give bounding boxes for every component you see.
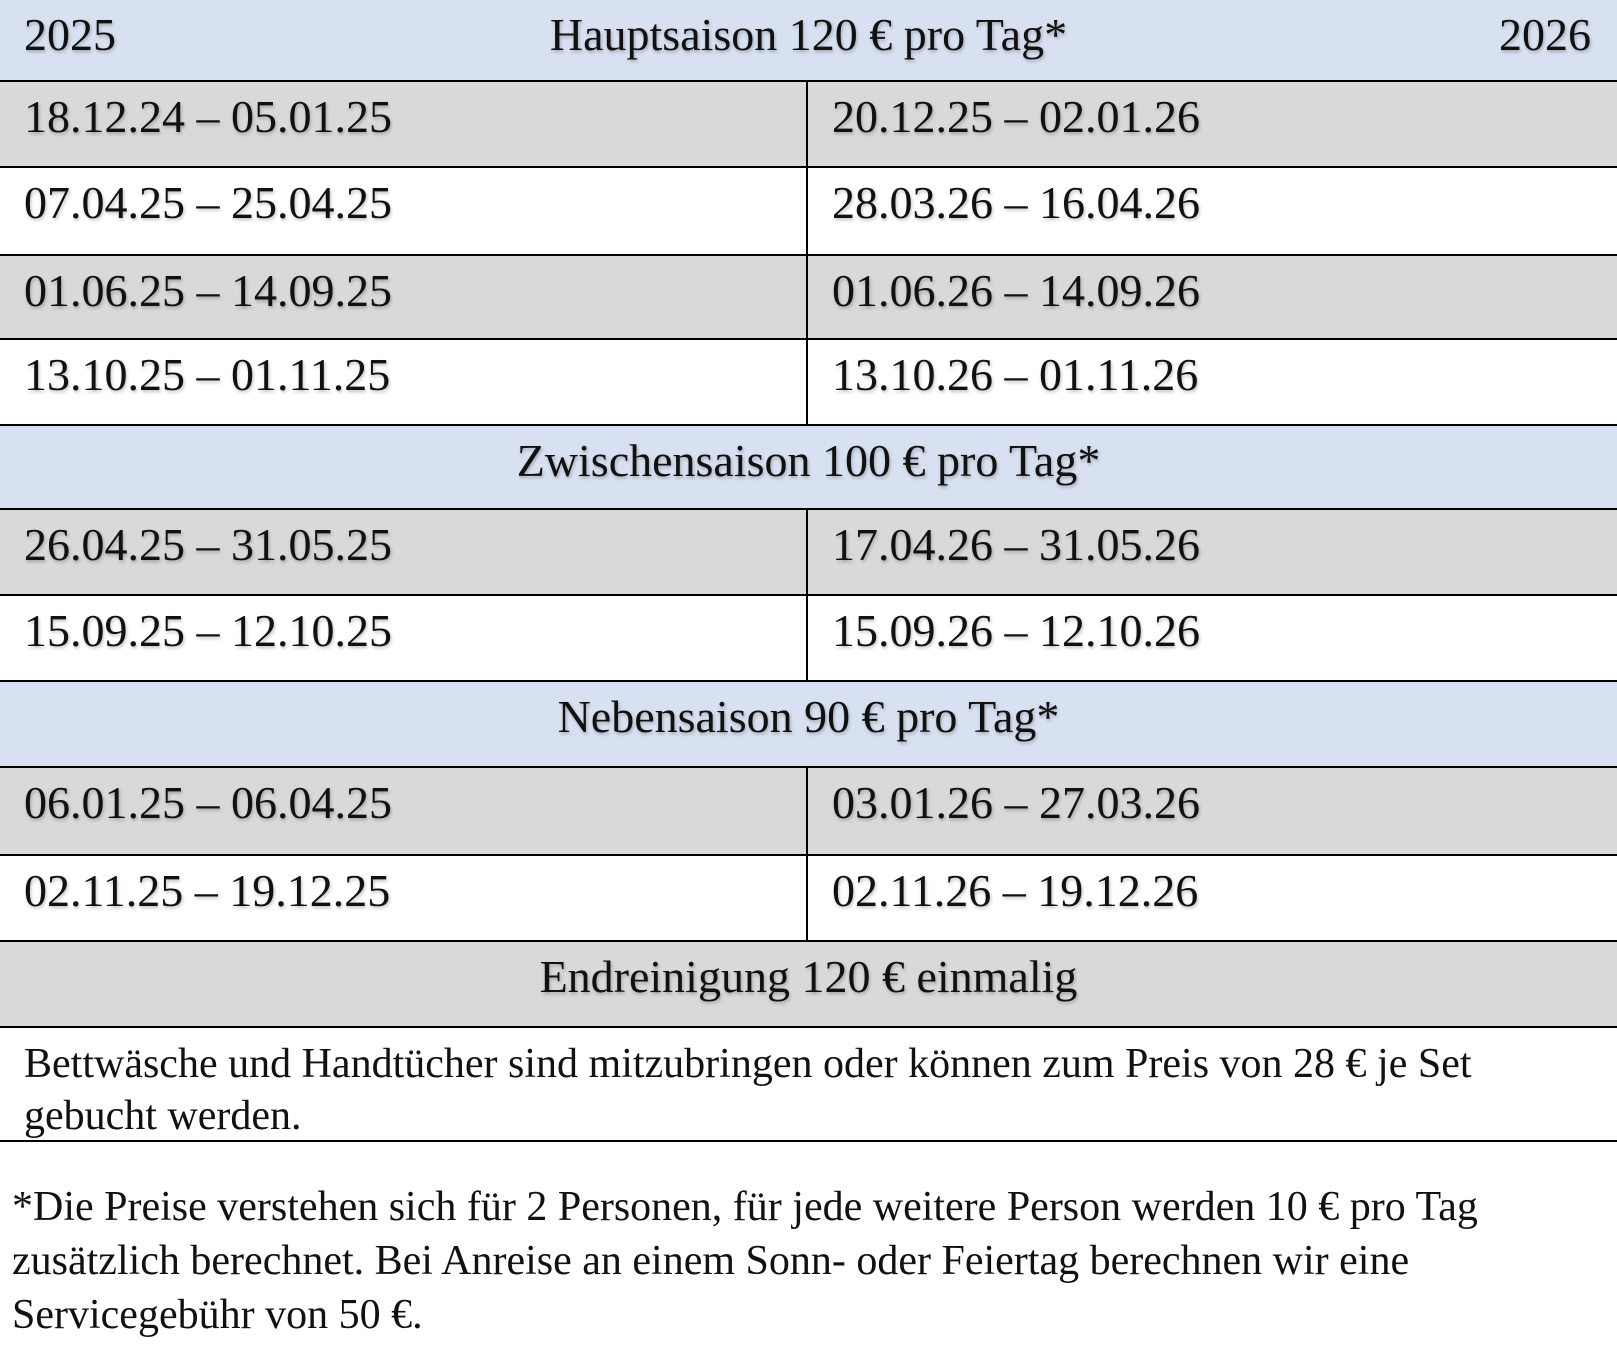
season-title-nebensaison: Nebensaison 90 € pro Tag* xyxy=(557,691,1060,742)
date-range-2025: 26.04.25 – 31.05.25 xyxy=(0,510,808,594)
date-range-2026: 13.10.26 – 01.11.26 xyxy=(832,349,1199,400)
date-range-2025: 01.06.25 – 14.09.25 xyxy=(0,256,808,338)
date-range-2026: 15.09.26 – 12.10.26 xyxy=(832,605,1200,656)
season-title-zwischensaison: Zwischensaison 100 € pro Tag* xyxy=(516,435,1101,486)
date-range-2025: 02.11.25 – 19.12.25 xyxy=(0,856,808,940)
date-range-2026: 28.03.26 – 16.04.26 xyxy=(832,177,1200,228)
table-row xyxy=(0,596,1617,682)
linen-note-row xyxy=(0,1028,1617,1142)
table-row xyxy=(0,256,1617,340)
table-row xyxy=(0,168,1617,256)
date-range-2025: 18.12.24 – 05.01.25 xyxy=(0,82,808,166)
price-footnote: *Die Preise verstehen sich für 2 Personen, für jede weitere Person werden 10 € pro Tag zusätzlich berechnet. Bei Anreise an einem Sonn- oder Feiertag berechnen wir eine Servicegebühr von 50 €. xyxy=(12,1184,1478,1338)
table-row xyxy=(0,768,1617,856)
season-header-nebensaison xyxy=(0,682,1617,768)
date-range-2025: 13.10.25 – 01.11.25 xyxy=(0,340,808,424)
date-range-2026: 02.11.26 – 19.12.26 xyxy=(832,865,1199,916)
table-row xyxy=(0,856,1617,942)
date-range-2026: 17.04.26 – 31.05.26 xyxy=(832,519,1200,570)
season-title-hauptsaison: Hauptsaison 120 € pro Tag* xyxy=(549,9,1068,60)
date-range-2025: 06.01.25 – 06.04.25 xyxy=(0,768,808,854)
year-2026-label: 2026 xyxy=(1499,9,1591,60)
cleaning-fee-label: Endreinigung 120 € einmalig xyxy=(539,951,1078,1002)
date-range-2026: 03.01.26 – 27.03.26 xyxy=(832,777,1200,828)
cleaning-fee-row xyxy=(0,942,1617,1028)
date-range-2026: 01.06.26 – 14.09.26 xyxy=(832,265,1200,316)
table-row xyxy=(0,340,1617,426)
date-range-2025: 15.09.25 – 12.10.25 xyxy=(0,596,808,680)
season-header-hauptsaison xyxy=(0,0,1617,82)
date-range-2025: 07.04.25 – 25.04.25 xyxy=(0,168,808,254)
table-row xyxy=(0,510,1617,596)
table-row xyxy=(0,82,1617,168)
linen-note-text: Bettwäsche und Handtücher sind mitzubringen oder können zum Preis von 28 € je Set gebucht werden. xyxy=(24,1041,1472,1139)
year-2025-label: 2025 xyxy=(24,9,116,60)
season-header-zwischensaison xyxy=(0,426,1617,510)
date-range-2026: 20.12.25 – 02.01.26 xyxy=(832,91,1200,142)
